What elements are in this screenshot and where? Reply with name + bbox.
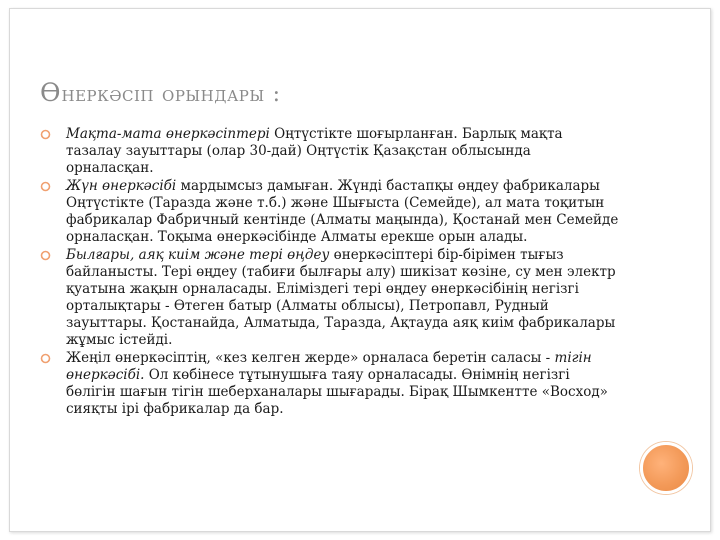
bullet-circle-icon xyxy=(40,129,51,140)
bullet-item-4 xyxy=(40,350,620,418)
item-2-italic: Жүн өнеркәсібі xyxy=(66,178,177,194)
item-1-text: Оңтүстікте шоғырланған. Барлық мақта тазалау зауыттары (олар 30-дай) Оңтүстік Қазақстан облысында орналасқан. xyxy=(66,126,563,176)
bullet-circle-icon xyxy=(40,353,51,364)
bullet-item-1 xyxy=(40,126,620,177)
bullet-item-3 xyxy=(40,247,620,349)
title-lead-letter: Ө xyxy=(40,78,62,107)
bullet-item-2 xyxy=(40,178,620,246)
item-4-pre: Жеңіл өнеркәсіптің, «кез келген жерде» орналаса беретін саласы - xyxy=(66,350,555,366)
title-word-2: ОРЫНДАРЫ xyxy=(162,87,265,105)
item-4-text: Ол көбінесе тұтынушыға таяу орналасады. Өнімнің негізгі бөлігін шағын тігін шеберханалары шығарады. Бірақ Шымкентте «Восход» сияқты ірі фабрикалар да бар. xyxy=(66,367,608,417)
item-3-text: өнеркәсіптері бір-бірімен тығыз байланысты. Тері өңдеу (табиғи былғары алу) шикізат көзіне, су мен электр қуатына жақын орналасады. Еліміздегі тері өңдеу өнеркәсібінің негізгі орталықтары - Өтеген батыр (Алматы облысы), Петропавл, Рудный зауыттары. Қостанайда, Алматыда, Таразда, Ақтауда аяқ киім фабрикалары жұмыс істейді. xyxy=(66,247,616,348)
bullet-circle-icon xyxy=(40,181,51,192)
item-4-italic: тігін өнеркәсібі. xyxy=(66,350,592,383)
item-1-italic: Мақта-мата өнеркәсіптері xyxy=(66,126,270,142)
title-word-1: НЕРКӘСІП xyxy=(61,87,155,105)
title-colon: : xyxy=(272,82,282,107)
orange-circle-decoration xyxy=(640,442,692,494)
slide-title xyxy=(40,78,281,107)
item-3-italic: Былғары, аяқ киім және тері өңдеу xyxy=(66,247,330,263)
bullet-circle-icon xyxy=(40,250,51,261)
slide-body xyxy=(40,126,620,419)
item-2-text: мардымсыз дамыған. Жүнді бастапқы өңдеу фабрикалары Оңтүстікте (Таразда және т.б.) және Шығыста (Семейде), ал мата тоқитын фабрикалар Фабричный кентінде (Алматы маңында), Қостанай мен Семейде орналасқан. Тоқыма өнеркәсібінде Алматы ерекше орын алады. xyxy=(66,178,619,245)
